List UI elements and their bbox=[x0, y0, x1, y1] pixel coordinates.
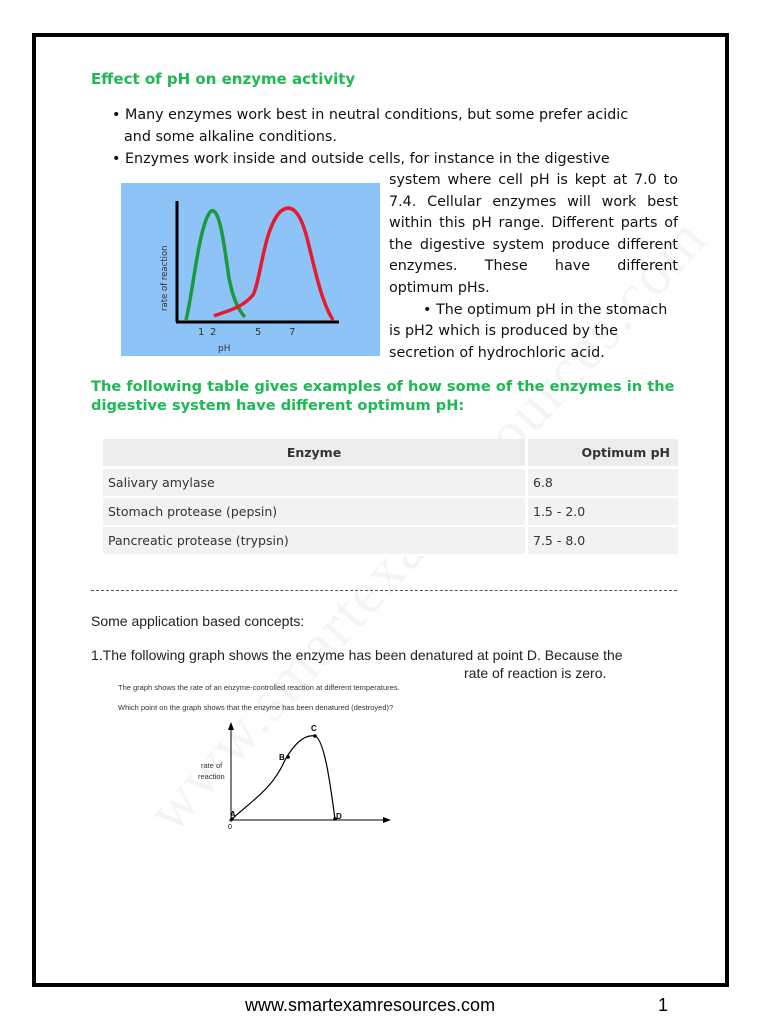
point-b-label: B bbox=[279, 753, 285, 762]
enzyme-cell: Stomach protease (pepsin) bbox=[103, 497, 527, 526]
bullet-neutral-conditions bbox=[112, 105, 678, 148]
origin-label: 0 bbox=[228, 824, 232, 831]
bullet2-line1: • Enzymes work inside and outside cells, for instance in the digestive bbox=[112, 151, 610, 167]
section-heading-ph: Effect of pH on enzyme activity bbox=[91, 70, 356, 88]
table-header-row bbox=[103, 439, 678, 468]
point-b-marker bbox=[286, 755, 290, 759]
temp-caption-1: The graph shows the rate of an enzyme-controlled reaction at different temperatures. bbox=[118, 683, 400, 692]
temperature-graph-svg bbox=[113, 680, 443, 840]
bullet-inside-outside-cells bbox=[112, 149, 678, 171]
ph-x-label: pH bbox=[218, 344, 231, 354]
ph-tick-2: 2 bbox=[210, 327, 217, 338]
point-a-label: A bbox=[230, 810, 236, 819]
table-row bbox=[103, 468, 678, 498]
enzyme-cell: Pancreatic protease (trypsin) bbox=[103, 526, 527, 555]
temp-curve bbox=[232, 736, 335, 819]
temp-y-label-2: reaction bbox=[198, 772, 225, 781]
question1-line1: 1.The following graph shows the enzyme has been denatured at point D. Because the bbox=[91, 647, 623, 663]
temperature-graph-figure bbox=[113, 680, 443, 840]
point-d-label: D bbox=[336, 812, 342, 821]
header-enzyme: Enzyme bbox=[103, 439, 527, 468]
stomach-ph-paragraph: • The optimum pH in the stomach is pH2 which is produced by the secretion of hydrochloric acid. bbox=[389, 301, 668, 361]
ph-curves-svg bbox=[121, 183, 380, 356]
ph-cell: 1.5 - 2.0 bbox=[527, 497, 679, 526]
red-curve bbox=[214, 208, 333, 320]
green-curve bbox=[186, 211, 245, 320]
section-heading-table: The following table gives examples of how some of the enzymes in the digestive system have different optimum pH: bbox=[91, 378, 675, 414]
point-c-marker bbox=[313, 734, 317, 738]
ph-tick-7: 7 bbox=[289, 327, 296, 338]
footer-url: www.smartexamresources.com bbox=[245, 995, 496, 1015]
page-number: 1 bbox=[658, 995, 669, 1015]
point-c-label: C bbox=[311, 724, 317, 733]
ph-tick-1: 1 bbox=[198, 327, 205, 338]
table-row bbox=[103, 526, 678, 555]
question1-line2: rate of reaction is zero. bbox=[464, 665, 607, 681]
ph-cell: 6.8 bbox=[527, 468, 679, 498]
bullet1-line2: and some alkaline conditions. bbox=[124, 128, 337, 145]
table-row bbox=[103, 497, 678, 526]
bullet1-line1: • Many enzymes work best in neutral conditions, but some prefer acidic bbox=[112, 107, 629, 123]
wrap-text-block bbox=[389, 170, 678, 364]
temp-y-arrow bbox=[228, 722, 234, 730]
ph-tick-5: 5 bbox=[255, 327, 262, 338]
digestive-ph-paragraph: system where cell pH is kept at 7.0 to 7.4. Cellular enzymes will work best within this pH range. Different parts of the digestive system produce different enzymes. These have different optimum pHs. bbox=[389, 172, 678, 296]
enzyme-cell: Salivary amylase bbox=[103, 468, 527, 498]
application-title: Some application based concepts: bbox=[91, 613, 305, 629]
temp-y-label-1: rate of bbox=[201, 761, 223, 770]
dashed-divider bbox=[91, 590, 677, 591]
temp-x-arrow bbox=[383, 817, 391, 823]
ph-cell: 7.5 - 8.0 bbox=[527, 526, 679, 555]
enzyme-table bbox=[103, 439, 678, 556]
ph-y-label: rate of reaction bbox=[160, 245, 170, 311]
temp-caption-2: Which point on the graph shows that the enzyme has been denatured (destroyed)? bbox=[118, 703, 394, 712]
header-optimum-ph: Optimum pH bbox=[527, 439, 679, 468]
ph-enzyme-figure bbox=[121, 183, 380, 356]
